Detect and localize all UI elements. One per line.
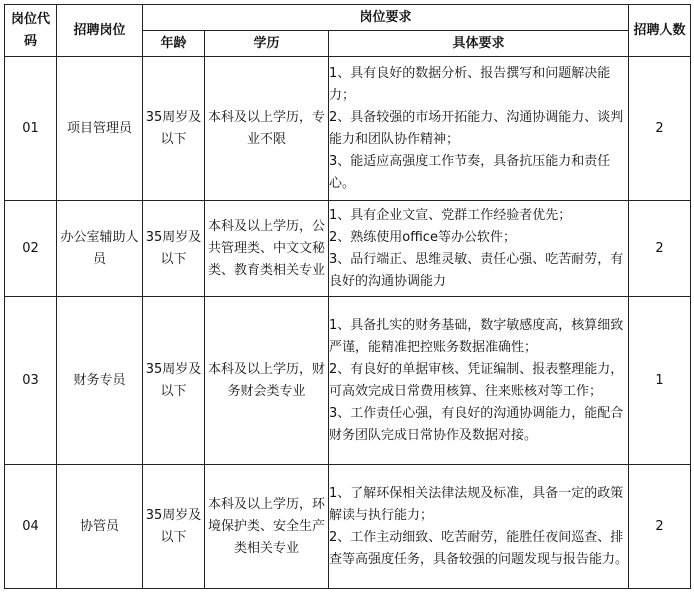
row-code: 02 [5, 201, 57, 297]
recruitment-table [4, 4, 691, 589]
row-position: 办公室辅助人员 [57, 201, 143, 297]
row-code: 03 [5, 297, 57, 465]
row-age: 35周岁及以下 [143, 201, 205, 297]
header-count: 招聘人数 [629, 5, 691, 57]
requirement-item: 3、能适应高强度工作节奏，具备抗压能力和责任心。 [329, 153, 611, 191]
table-row [5, 465, 691, 589]
requirement-item: 2、有良好的单据审核、凭证编制、报表整理能力，可高效完成日常费用核算、往来账核对等工作； [329, 361, 624, 399]
row-education: 本科及以上学历，环境保护类、安全生产类相关专业 [205, 465, 329, 589]
table-row [5, 201, 691, 297]
table-row [5, 57, 691, 201]
header-row [5, 5, 691, 31]
row-requirements [329, 57, 629, 201]
row-code: 04 [5, 465, 57, 589]
row-requirements [329, 297, 629, 465]
requirement-item: 2、具备较强的市场开拓能力、沟通协调能力、谈判能力和团队协作精神； [329, 109, 624, 147]
header-code: 岗位代码 [5, 5, 57, 57]
requirement-item: 2、工作主动细致、吃苦耐劳，能胜任夜间巡查、排查等高强度任务，具备较强的问题发现与报告能力。 [329, 529, 629, 567]
row-age: 35周岁及以下 [143, 465, 205, 589]
row-position: 项目管理员 [57, 57, 143, 201]
row-education: 本科及以上学历，专业不限 [205, 57, 329, 201]
requirement-item: 1、具有良好的数据分析、报告撰写和问题解决能力； [329, 65, 611, 103]
row-age: 35周岁及以下 [143, 297, 205, 465]
requirement-item: 3、品行端正、思维灵敏、责任心强、吃苦耐劳，有良好的沟通协调能力 [329, 251, 624, 289]
requirement-item: 1、具有企业文宣、党群工作经验者优先； [329, 207, 572, 223]
requirement-item: 1、了解环保相关法律法规及标准，具备一定的政策解读与执行能力； [329, 485, 624, 523]
header-education: 学历 [205, 31, 329, 57]
header-specific: 具体要求 [329, 31, 629, 57]
requirement-item: 2、熟练使用office等办公软件； [329, 229, 516, 245]
row-count: 2 [629, 201, 691, 297]
header-age: 年龄 [143, 31, 205, 57]
row-education: 本科及以上学历，财务财会类专业 [205, 297, 329, 465]
row-age: 35周岁及以下 [143, 57, 205, 201]
row-education: 本科及以上学历，公共管理类、中文文秘类、教育类相关专业 [205, 201, 329, 297]
row-requirements [329, 201, 629, 297]
row-position: 财务专员 [57, 297, 143, 465]
header-position: 招聘岗位 [57, 5, 143, 57]
table-row [5, 297, 691, 465]
header-requirements: 岗位要求 [143, 5, 629, 31]
row-count: 2 [629, 57, 691, 201]
row-requirements [329, 465, 629, 589]
row-position: 协管员 [57, 465, 143, 589]
requirement-item: 3、工作责任心强，有良好的沟通协调能力，能配合财务团队完成日常协作及数据对接。 [329, 405, 624, 443]
row-count: 2 [629, 465, 691, 589]
row-count: 1 [629, 297, 691, 465]
requirement-item: 1、具备扎实的财务基础，数字敏感度高，核算细致严谨，能精准把控账务数据准确性； [329, 317, 624, 355]
row-code: 01 [5, 57, 57, 201]
